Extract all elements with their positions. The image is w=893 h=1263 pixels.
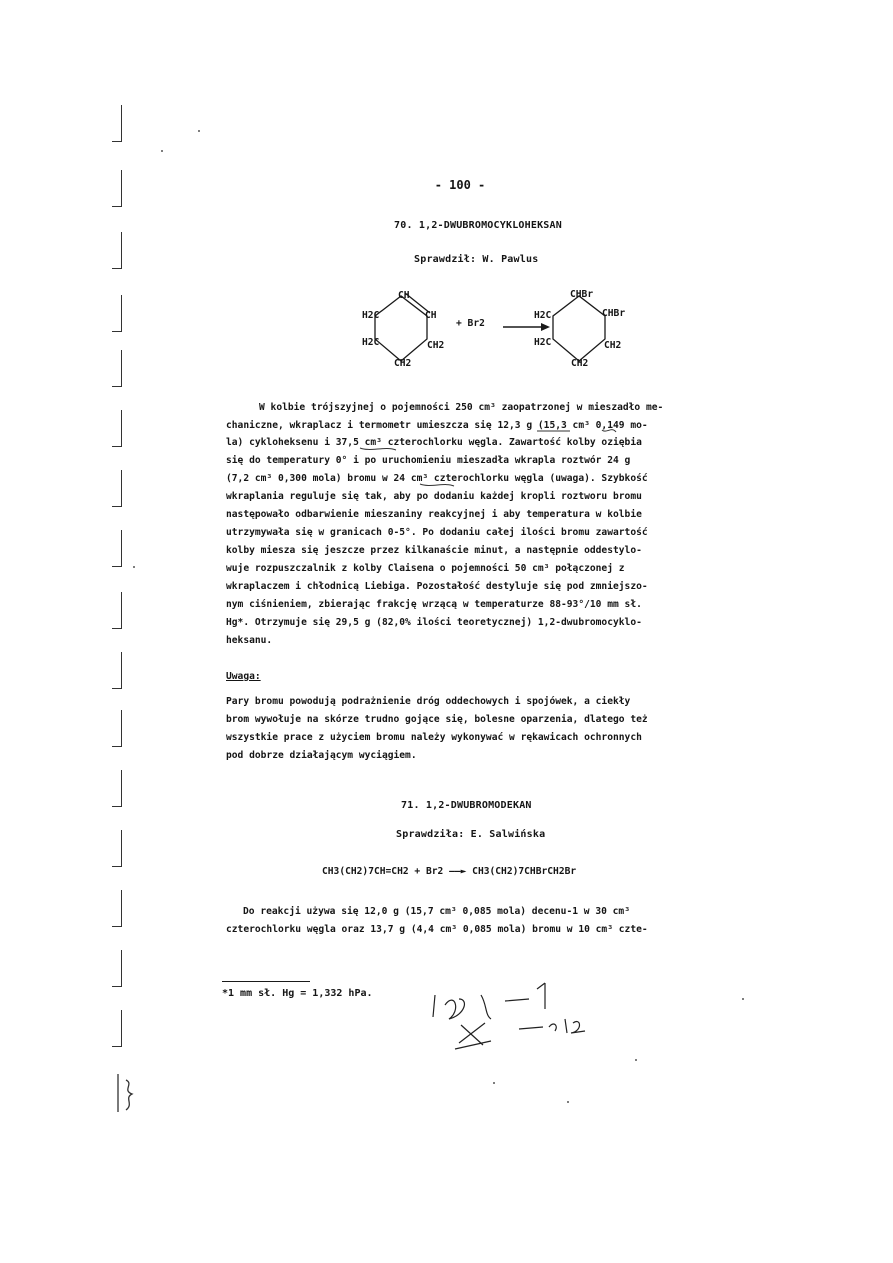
binder-mark bbox=[112, 770, 122, 807]
dibromocyclohexane-structure bbox=[553, 296, 605, 361]
note-line: brom wywołuje na skórze trudno gojące się, bolesne oparzenia, dlatego też bbox=[226, 714, 648, 725]
reactant-left-top-label: H2C bbox=[362, 310, 380, 321]
speck bbox=[635, 1059, 637, 1061]
binder-mark bbox=[112, 410, 122, 447]
paragraph-line: utrzymywała się w granicach 0-5°. Po dodaniu całej ilości bromu zawartość bbox=[226, 527, 648, 538]
paragraph-line: nym ciśnieniem, zbierając frakcję wrzącą w temperaturze 88-93°/10 mm sł. bbox=[226, 599, 642, 610]
speck bbox=[133, 566, 135, 568]
binder-mark bbox=[112, 652, 122, 689]
note-line: wszystkie prace z użyciem bromu należy wykonywać w rękawicach ochronnych bbox=[226, 732, 642, 743]
reactant-right-bottom-label: CH2 bbox=[427, 340, 445, 351]
paragraph-line: kolby miesza się jeszcze przez kilkanaście minut, a następnie oddestylo- bbox=[226, 545, 642, 556]
footnote-rule bbox=[222, 981, 310, 982]
section-heading: 70. 1,2-DWUBROMOCYKLOHEKSAN bbox=[394, 220, 562, 231]
cyclohexene-structure bbox=[375, 293, 430, 361]
note-line: Pary bromu powodują podrażnienie dróg oddechowych i spojówek, a ciekły bbox=[226, 696, 631, 707]
pen-marks bbox=[330, 410, 760, 490]
binder-mark bbox=[112, 530, 122, 567]
speck bbox=[161, 150, 163, 152]
paragraph-line: W kolbie trójszyjnej o pojemności 250 cm³ zaopatrzonej w mieszadło me- bbox=[259, 402, 664, 413]
section-heading: 71. 1,2-DWUBROMODEKAN bbox=[401, 800, 532, 811]
paragraph-line: wkraplaczem i chłodnicą Liebiga. Pozostałość destyluje się pod zmniejszo- bbox=[226, 581, 648, 592]
binder-mark bbox=[112, 295, 122, 332]
paragraph-line: następowało odbarwienie mieszaniny reakcyjnej i aby temperatura w kolbie bbox=[226, 509, 642, 520]
paragraph-line: czterochlorku węgla oraz 13,7 g (4,4 cm³ 0,085 mola) bromu w 10 cm³ czte- bbox=[226, 924, 648, 935]
handwritten-annotation bbox=[425, 975, 595, 1055]
binder-mark bbox=[112, 105, 122, 142]
paragraph-line: la) cykloheksenu i 37,5 cm³ czterochlorku węgla. Zawartość kolby oziębia bbox=[226, 437, 642, 448]
binder-scribble bbox=[112, 1072, 142, 1116]
paragraph-line: wuje rozpuszczalnik z kolby Claisena o pojemności 50 cm³ połączonej z bbox=[226, 563, 625, 574]
reaction-equation: CH3(CH2)7CH=CH2 + Br2 ——► CH3(CH2)7CHBrCH2Br bbox=[322, 866, 577, 877]
paragraph-line: się do temperatury 0° i po uruchomieniu mieszadła wkrapla roztwór 24 g bbox=[226, 455, 631, 466]
binder-mark bbox=[112, 592, 122, 629]
paragraph-line: (7,2 cm³ 0,300 mola) bromu w 24 cm³ czterochlorku węgla (uwaga). Szybkość bbox=[226, 473, 648, 484]
product-left-top-label: H2C bbox=[534, 310, 552, 321]
footnote: *1 mm sł. Hg = 1,332 hPa. bbox=[222, 988, 373, 999]
reactant-top-label: CH bbox=[398, 290, 410, 301]
binder-mark bbox=[112, 350, 122, 387]
product-right-bottom-label: CH2 bbox=[604, 340, 622, 351]
checked-by: Sprawdziła: E. Salwińska bbox=[396, 829, 546, 840]
binder-mark bbox=[112, 170, 122, 207]
note-line: pod dobrze działającym wyciągiem. bbox=[226, 750, 417, 761]
binder-mark bbox=[112, 950, 122, 987]
product-left-bottom-label: H2C bbox=[534, 337, 552, 348]
product-bottom-label: CH2 bbox=[571, 358, 589, 369]
binder-mark bbox=[112, 710, 122, 747]
note-heading: Uwaga: bbox=[226, 671, 261, 682]
binder-mark bbox=[112, 470, 122, 507]
speck bbox=[198, 130, 200, 132]
paragraph-line: heksanu. bbox=[226, 635, 273, 646]
product-right-top-label: CHBr bbox=[602, 308, 626, 319]
page-number: - 100 - bbox=[434, 178, 486, 192]
checked-by: Sprawdził: W. Pawlus bbox=[414, 254, 539, 265]
reaction-arrow bbox=[503, 323, 550, 331]
paragraph-line: Hg*. Otrzymuje się 29,5 g (82,0% ilości teoretycznej) 1,2-dwubromocyklo- bbox=[226, 617, 642, 628]
plus-bromine-label: + Br2 bbox=[456, 318, 485, 329]
paragraph-line: Do reakcji używa się 12,0 g (15,7 cm³ 0,085 mola) decenu-1 w 30 cm³ bbox=[243, 906, 630, 917]
binder-mark bbox=[112, 1010, 122, 1047]
reactant-bottom-label: CH2 bbox=[394, 358, 412, 369]
speck bbox=[567, 1101, 569, 1103]
binder-mark bbox=[112, 232, 122, 269]
speck bbox=[742, 998, 744, 1000]
reactant-right-top-label: CH bbox=[425, 310, 437, 321]
paragraph-line: wkraplania reguluje się tak, aby po dodaniu każdej kropli roztworu bromu bbox=[226, 491, 642, 502]
reactant-left-bottom-label: H2C bbox=[362, 337, 380, 348]
binder-mark bbox=[112, 890, 122, 927]
binder-mark bbox=[112, 830, 122, 867]
speck bbox=[493, 1082, 495, 1084]
product-top-label: CHBr bbox=[570, 289, 594, 300]
paragraph-line: chaniczne, wkraplacz i termometr umieszcza się 12,3 g (15,3 cm³ 0,149 mo- bbox=[226, 420, 648, 431]
